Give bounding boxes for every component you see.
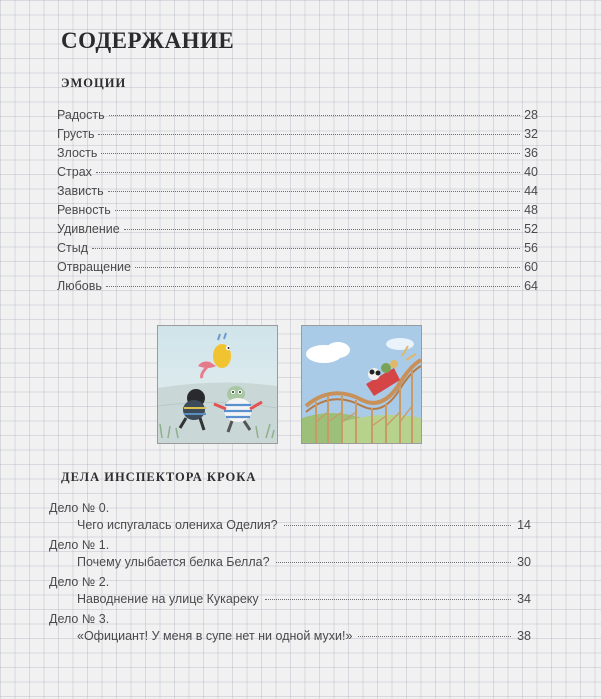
toc-entry-label: Злость: [57, 146, 98, 160]
case-number: Дело № 1.: [49, 538, 110, 552]
dot-leader: [96, 172, 520, 173]
toc-entry[interactable]: [57, 165, 538, 184]
dot-leader: [92, 248, 520, 249]
toc-entry-page: 44: [524, 184, 538, 198]
toc-entry-page: 56: [524, 241, 538, 255]
toc-entry-label: Грусть: [57, 127, 95, 141]
case-number: Дело № 3.: [49, 612, 110, 626]
illustration-roller-coaster: [301, 325, 422, 444]
toc-entry[interactable]: [57, 260, 538, 279]
dot-leader: [124, 229, 520, 230]
case-page: 38: [517, 629, 531, 643]
dot-leader: [115, 210, 520, 211]
toc-entry-page: 32: [524, 127, 538, 141]
dot-leader: [358, 636, 511, 637]
case-page: 30: [517, 555, 531, 569]
toc-entry-page: 28: [524, 108, 538, 122]
case-title: Наводнение на улице Кукареку: [77, 592, 259, 606]
toc-entry-page: 60: [524, 260, 538, 274]
case-title: Почему улыбается белка Белла?: [77, 555, 270, 569]
dot-leader: [98, 134, 520, 135]
dot-leader: [108, 191, 520, 192]
toc-entry[interactable]: [57, 146, 538, 165]
toc-entry-label: Отвращение: [57, 260, 131, 274]
toc-entry[interactable]: [57, 203, 538, 222]
page-title: СОДЕРЖАНИЕ: [61, 28, 235, 53]
section-heading-emotions: ЭМОЦИИ: [61, 76, 127, 90]
toc-entry-page: 48: [524, 203, 538, 217]
case-entry[interactable]: [49, 575, 531, 612]
case-entry[interactable]: [49, 538, 531, 575]
case-number: Дело № 0.: [49, 501, 110, 515]
section-heading-cases: ДЕЛА ИНСПЕКТОРА КРОКА: [61, 470, 257, 484]
emotions-toc-list: [57, 108, 538, 298]
toc-entry[interactable]: [57, 241, 538, 260]
toc-entry-label: Любовь: [57, 279, 102, 293]
case-title: «Официант! У меня в супе нет ни одной мухи!»: [77, 629, 353, 643]
case-entry[interactable]: [49, 501, 531, 538]
dot-leader: [135, 267, 520, 268]
dot-leader: [109, 115, 520, 116]
cases-toc-list: [49, 501, 531, 649]
case-number: Дело № 2.: [49, 575, 110, 589]
toc-entry[interactable]: [57, 108, 538, 127]
dot-leader: [276, 562, 512, 563]
toc-entry-label: Ревность: [57, 203, 111, 217]
toc-entry[interactable]: [57, 222, 538, 241]
toc-entry-page: 36: [524, 146, 538, 160]
toc-entry-label: Страх: [57, 165, 92, 179]
toc-entry-label: Зависть: [57, 184, 104, 198]
toc-entry[interactable]: [57, 127, 538, 146]
toc-entry-page: 40: [524, 165, 538, 179]
dot-leader: [265, 599, 511, 600]
case-page: 14: [517, 518, 531, 532]
toc-entry-page: 64: [524, 279, 538, 293]
case-title: Чего испугалась олениха Оделия?: [77, 518, 278, 532]
dot-leader: [101, 153, 520, 154]
skating-scene-image: [158, 326, 277, 443]
toc-entry-label: Удивление: [57, 222, 120, 236]
toc-entry-page: 52: [524, 222, 538, 236]
case-page: 34: [517, 592, 531, 606]
toc-entry[interactable]: [57, 184, 538, 203]
toc-entry-label: Стыд: [57, 241, 89, 255]
case-entry[interactable]: [49, 612, 531, 649]
dot-leader: [284, 525, 512, 526]
toc-entry[interactable]: [57, 279, 538, 298]
illustration-skating-characters: [157, 325, 278, 444]
toc-entry-label: Радость: [57, 108, 105, 122]
roller-coaster-image: [302, 326, 421, 443]
dot-leader: [106, 286, 520, 287]
